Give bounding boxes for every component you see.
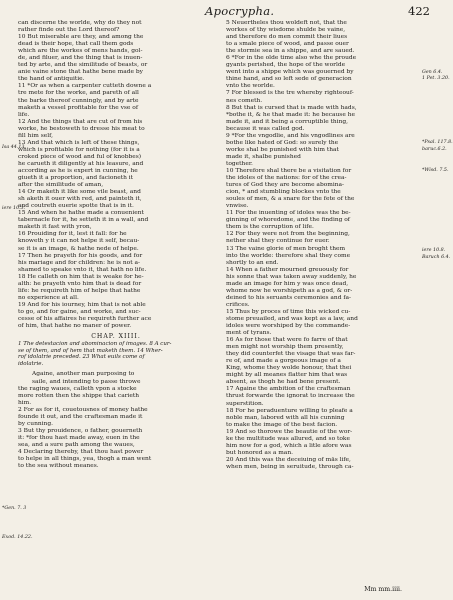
text-line: ted by arte, and the similitude of beasts, or: [18, 62, 148, 69]
text-line: croked piece of wood and ful of knobbes): [18, 153, 142, 160]
text-line: bothe like hated of God: so surely the: [226, 139, 339, 146]
page-number: 422: [408, 4, 430, 18]
text-line: workes of thy wisdome shulde be vaine,: [226, 27, 346, 34]
text-line: 10 But miserable are they, and among the: [18, 34, 144, 41]
text-line: gyants perished, the hope of the worlde: [226, 62, 346, 69]
text-line: deined to his seruants ceremonies and fa-: [226, 294, 352, 301]
text-line: made it, shalbe punished: [226, 153, 301, 160]
text-line: 5 Neuertheles thou woldeft not, that the: [226, 20, 347, 26]
text-line: to go, and for gaine, and worke, and suc-: [18, 308, 141, 315]
text-line: made an image for him y was once dead,: [226, 280, 349, 287]
text-line: which is profitable for nothing (for it is a: [18, 146, 140, 153]
text-line: ment of tyrans.: [226, 330, 272, 337]
text-line: de, and filuer, and the thing that is inuen-: [18, 55, 143, 62]
text-line: to make the image of the best facion.: [226, 421, 338, 428]
text-line: the barke thereof cunningly, and by arte: [18, 97, 139, 104]
text-line: 14 When a father mourned greuously for: [226, 266, 349, 273]
text-line: fill him self,: [18, 132, 53, 139]
text-line: went into a shippe which was gouerned by: [226, 69, 354, 76]
text-line: 17 Againe the ambition of the craftesman: [226, 386, 351, 393]
text-line: life: he requireth him of helpe that hathe: [18, 287, 141, 294]
text-line: 7 For blessed is the tre whereby righteouf-: [226, 90, 354, 97]
text-line: saile, and intending to passe throwe: [32, 378, 141, 385]
text-line: him now for a god, which a litle afore was: [226, 442, 352, 449]
text-line: but honored as a man.: [226, 449, 293, 456]
text-line: absent, as thogh he had bene present.: [226, 379, 341, 386]
text-line: crifices.: [226, 301, 250, 308]
text-line: giueth it a proportion, and facioneth it: [18, 175, 134, 182]
text-line: him.: [18, 399, 32, 406]
text-line: according as he is expert in cunning, he: [18, 167, 138, 174]
text-line: and therefore do men commit their liues: [226, 34, 348, 41]
text-line: 18 He calleth on him that is weake for he-: [18, 273, 144, 280]
text-line: the hand of antiquitie.: [18, 76, 85, 83]
text-line: 3 But thy prouidence, o father, gouerneth: [18, 427, 143, 434]
text-line: nether shal they continue for euer.: [226, 238, 330, 245]
text-line: *bothe it, & he that made it: he because he: [226, 111, 355, 118]
text-line: them is the corruption of life.: [226, 224, 314, 231]
text-line: vnto the worlde.: [226, 83, 275, 90]
text-line: maketh a vessel profitable for the vse of: [18, 104, 138, 111]
text-line: sea, and a sure path among the waues,: [18, 441, 135, 448]
text-line: 1 The detestacion and abominacion of images. 8 A cur-: [18, 341, 172, 348]
text-line: idoles were worshiped by the commande-: [226, 323, 351, 330]
text-line: stome preuailed, and was kept as a law, and: [226, 315, 358, 322]
text-line: 8 But that is cursed that is made with hads,: [226, 104, 357, 111]
text-line: nes cometh.: [226, 97, 263, 104]
chapter-heading: CHAP. XIIII.: [91, 333, 141, 341]
text-line: maketh it fast with yron,: [18, 224, 92, 231]
text-line: 15 Thus by proces of time this wicked cu-: [226, 308, 351, 315]
text-line: made it, and it being a corruptible thing,: [226, 118, 349, 125]
text-line: King, whome they wolde honour, that thei: [226, 365, 352, 372]
text-line: 16 Prouiding for it, lest it fall: for he: [18, 231, 127, 238]
text-line: it: *for thou hast made away, euen in the: [18, 434, 140, 441]
left-text-block: [18, 20, 214, 330]
margin-note: Exod. 14.22.: [2, 535, 33, 540]
text-line: the idoles of the nations: for of the crea-: [226, 175, 347, 182]
text-line: when men, being in seruitude, through ca-: [226, 463, 354, 470]
text-line: noble man, labored with all his cunning: [226, 414, 345, 421]
text-line: dead is their hope, that call them gods: [18, 41, 134, 48]
text-line: 6 *For in the olde time also whe the proude: [226, 55, 357, 62]
margin-note: Isa 44.13.: [2, 145, 26, 150]
text-line: 9 *For the vngodlie, and his vngodlines are: [226, 132, 355, 139]
text-line: founde it out, and the craftesman made it: [18, 413, 143, 420]
text-line: shortly to an end.: [226, 259, 279, 266]
text-line: se of them, and of hem that maketh them. 14 Wher-: [18, 347, 163, 354]
text-line: to the sea without meanes.: [18, 463, 99, 470]
text-line: tures of God they are become abomina-: [226, 182, 345, 189]
margin-note: iere 10.8.: [422, 248, 446, 253]
text-line: the stormie sea in a shippe, and are saued.: [226, 48, 355, 55]
margin-note: iere 10.3.: [2, 206, 26, 211]
text-line: they did counterfet the visage that was far-: [226, 351, 356, 358]
text-line: thine hand, and so left sede of generacion: [226, 76, 352, 83]
text-line: soules of men, & a snare for the fete of the: [226, 196, 355, 203]
text-line: 14 Or maketh it like some vile beast, and: [18, 189, 141, 196]
text-line: 12 For they were not from the beginning,: [226, 231, 350, 238]
text-line: sh aketh it ouer with red, and painteth it,: [18, 196, 142, 203]
text-line: se it is an image, & hathe nede of helpe.: [18, 245, 139, 252]
margin-note: Gen 6.4.: [422, 70, 443, 75]
text-line: anie vaine stone that hathe bene made by: [18, 69, 143, 76]
text-line: ginning of whoredome, and the finding of: [226, 217, 350, 224]
right-column: [226, 20, 422, 471]
text-line: idolatrie.: [18, 360, 44, 367]
margin-note: *Psal. 117.8.: [422, 140, 453, 145]
text-line: into the worlde: therefore shal they come: [226, 252, 351, 259]
text-line: rof idolatrie preceded. 23 What euils come of: [18, 354, 145, 361]
text-line: to helpe in all things, yea, thogh a man went: [18, 456, 152, 463]
chapter-summary: [18, 341, 214, 367]
text-line: rather finde out the Lord thereof?: [18, 27, 120, 34]
text-line: vnwise.: [226, 203, 249, 210]
text-line: 19 And so thorowe the beautie of the wor-: [226, 428, 353, 435]
text-line: worke, he bestoweth to dresse his meat to: [18, 125, 145, 132]
text-line: 11 For the inuenting of idoles was the be-: [226, 210, 351, 217]
text-line: the raging waues, calleth vpon a stocke: [18, 385, 137, 392]
text-line: 4 Declaring thereby, that thou hast power: [18, 449, 144, 455]
text-line: re of, and made a gorgeous image of a: [226, 358, 341, 365]
text-line: 16 As for those that were fo farre of that: [226, 337, 348, 344]
text-line: Againe, another man purposing to: [32, 371, 135, 378]
text-line: life.: [18, 111, 30, 118]
text-line: 20 And this was the deceiuing of mās life,: [226, 456, 351, 463]
text-line: and coutreth euerie spotte that is in it.: [18, 203, 134, 210]
text-line: his sonne that was taken away suddenly, he: [226, 273, 357, 280]
text-line: to a smale piece of wood, and passe ouer: [226, 41, 349, 48]
text-line: by cunning.: [18, 420, 53, 427]
text-line: 2 For as for it, couetousnes of money hathe: [18, 406, 148, 413]
text-line: 17 Then he prayeth for his goods, and for: [18, 252, 143, 259]
text-line: 12 And the things that are cut of from his: [18, 118, 143, 125]
running-title: Apocrypha.: [205, 4, 275, 18]
text-line: which are the workes of mens hands, gol-: [18, 48, 143, 55]
text-line: can discerne the worlde, why do they not: [18, 20, 142, 26]
text-line: together.: [226, 160, 253, 167]
text-line: 13 The vaine glorie of men broght them: [226, 245, 346, 252]
text-line: tre mete for the worke, and pareth of all: [18, 90, 139, 97]
text-line: might by all meanes flatter him that was: [226, 372, 348, 379]
text-line: tabernacle for it, he setteth it in a wall, and: [18, 217, 149, 224]
text-line: cion, * and stumbling blockes vnto the: [226, 189, 341, 196]
text-line: superstition.: [226, 400, 264, 407]
margin-note: baruc.6.2.: [422, 147, 447, 152]
text-line: cesse of his affaires he requireth further ace: [18, 315, 152, 322]
signature-mark: Mm mm.iiii.: [364, 586, 402, 593]
text-line: he carueth it diligently at his leasure, and: [18, 160, 144, 167]
text-line: 11 *Or as when a carpenter cutteth downe a: [18, 83, 152, 90]
margin-note: Baruch 6.4.: [422, 255, 451, 260]
margin-note: *Gen. 7. 3: [2, 506, 27, 511]
margin-note: 1 Pet. 3.20.: [422, 76, 450, 81]
text-line: of him, that hathe no maner of power.: [18, 323, 132, 330]
text-line: 13 And that which is left of these things,: [18, 139, 140, 146]
text-line: 18 For he peraduenture willing to pleafe a: [226, 407, 353, 414]
text-line: 10 Therefore shal there be a visitation for: [226, 167, 352, 174]
text-line: shamed to speake vnto it, that hath no life.: [18, 266, 147, 273]
text-line: 15 And when he hathe made a conuenient: [18, 210, 144, 217]
text-line: no experience at all.: [18, 294, 79, 301]
text-line: alth: he prayeth vnto him that is dead for: [18, 280, 142, 287]
text-line: worke shal be punished with him that: [226, 146, 339, 153]
text-line: 19 And for his iourney, him that is not able: [18, 301, 146, 308]
left-column: [18, 20, 214, 470]
text-line: thrust forwarde the ignorat to increase the: [226, 393, 355, 400]
left-text-block-after: [18, 371, 214, 470]
text-line: men might not worship them presently,: [226, 344, 344, 351]
right-text-block: [226, 20, 422, 471]
text-line: after the similitude of aman,: [18, 182, 104, 189]
text-line: because it was called god.: [226, 125, 305, 132]
text-line: knoweth y it can not helpe it self, becau-: [18, 238, 140, 245]
margin-note: *Wisd. 7.5.: [422, 168, 449, 173]
text-line: ke the multitude was allured, and so toke: [226, 435, 350, 442]
text-line: whome now he worshipeth as a god, & or-: [226, 287, 353, 294]
text-line: more rotten then the shippe that carieth: [18, 392, 140, 399]
text-line: his mariage and for children: he is not a-: [18, 259, 140, 266]
page-header: [0, 4, 440, 20]
